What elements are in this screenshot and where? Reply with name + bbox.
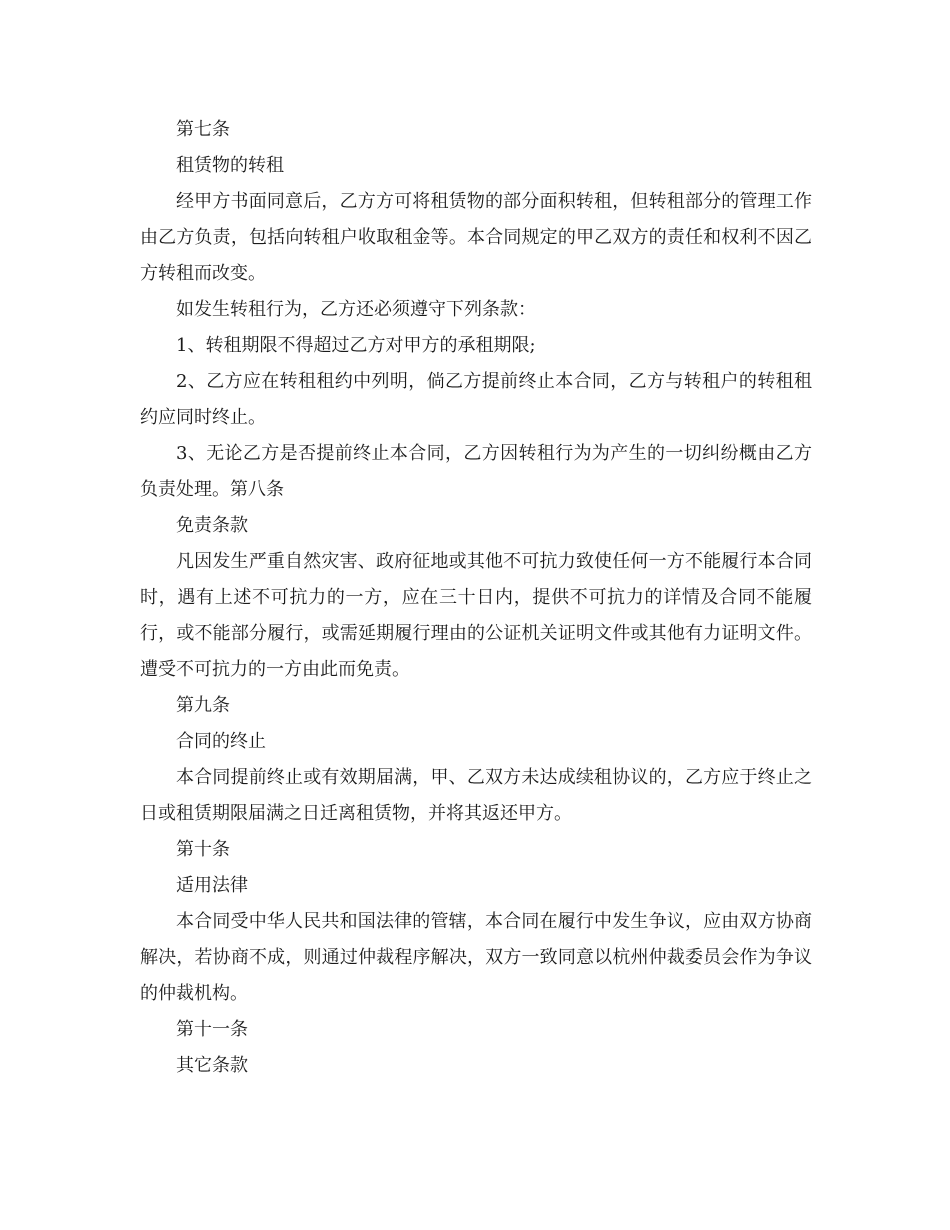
article-7-title: 租赁物的转租 [176,155,284,176]
article-7-item-1: 1、转租期限不得超过乙方对甲方的承租期限; [176,335,536,356]
document-body [140,112,812,1084]
article-9-heading: 第九条 [176,695,230,716]
article-10-heading: 第十条 [176,839,230,860]
article-9-body: 本合同提前终止或有效期届满，甲、乙双方未达成续租协议的，乙方应于终止之日或租赁期限届满之日迁离租赁物，并将其返还甲方。 [140,767,812,824]
article-10-title: 适用法律 [176,875,248,896]
article-7-item-3: 3、无论乙方是否提前终止本合同，乙方因转租行为为产生的一切纠纷概由乙方负责处理。第八条 [140,443,812,500]
article-7-subclause-intro: 如发生转租行为，乙方还必须遵守下列条款： [176,299,536,320]
article-11-heading: 第十一条 [176,1019,248,1040]
article-10-body: 本合同受中华人民共和国法律的管辖，本合同在履行中发生争议，应由双方协商解决，若协商不成，则通过仲裁程序解决，双方一致同意以杭州仲裁委员会作为争议的仲裁机构。 [140,911,812,1004]
article-7-heading: 第七条 [176,119,230,140]
article-8-body: 凡因发生严重自然灾害、政府征地或其他不可抗力致使任何一方不能履行本合同时，遇有上述不可抗力的一方，应在三十日内，提供不可抗力的详情及合同不能履行，或不能部分履行，或需延期履行理由的公证机关证明文件或其他有力证明文件。遭受不可抗力的一方由此而免责。 [140,551,812,680]
article-9-title: 合同的终止 [176,731,266,752]
article-7-item-2: 2、乙方应在转租租约中列明，倘乙方提前终止本合同，乙方与转租户的转租租约应同时终止。 [140,371,812,428]
article-8-title: 免责条款 [176,515,248,536]
article-11-title: 其它条款 [176,1055,248,1076]
article-7-body: 经甲方书面同意后，乙方方可将租赁物的部分面积转租，但转租部分的管理工作由乙方负责，包括向转租户收取租金等。本合同规定的甲乙双方的责任和权利不因乙方转租而改变。 [140,191,812,284]
